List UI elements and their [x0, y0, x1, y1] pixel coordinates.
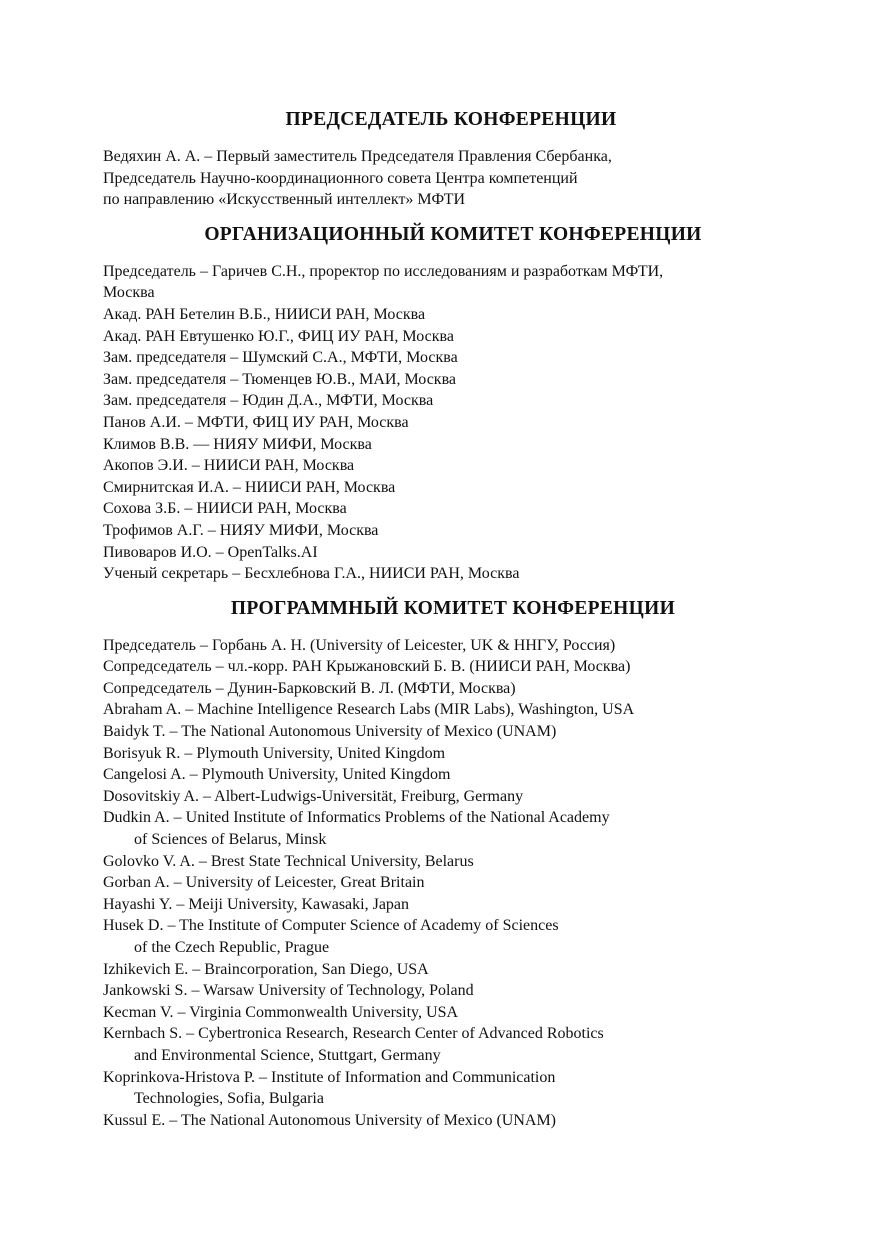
text-line: Зам. председателя – Юдин Д.А., МФТИ, Москва [103, 392, 434, 410]
section-heading: ПРОГРАММНЫЙ КОМИТЕТ КОНФЕРЕНЦИИ [230, 597, 676, 619]
text-line: Jankowski S. – Warsaw University of Technology, Poland [103, 982, 474, 1000]
program-committee-section [103, 595, 803, 1132]
text-line: Москва [103, 284, 155, 302]
text-line: Председатель – Горбань А. Н. (University of Leicester, UK & ННГУ, Россия) [103, 636, 616, 654]
document-page [103, 106, 803, 1131]
section-heading: ОРГАНИЗАЦИОННЫЙ КОМИТЕТ КОНФЕРЕНЦИИ [204, 223, 702, 245]
text-line: Husek D. – The Institute of Computer Science of Academy of Sciences [103, 917, 559, 935]
text-line: Сопредседатель – чл.-корр. РАН Крыжановский Б. В. (НИИСИ РАН, Москва) [103, 658, 631, 676]
text-line: Ученый секретарь – Бесхлебнова Г.А., НИИСИ РАН, Москва [103, 565, 520, 583]
text-line: Borisyuk R. – Plymouth University, United Kingdom [103, 744, 446, 762]
text-line: Трофимов А.Г. – НИЯУ МИФИ, Москва [103, 521, 379, 539]
text-line: Cangelosi A. – Plymouth University, United Kingdom [103, 766, 451, 784]
text-line: Председатель – Гаричев С.Н., проректор по исследованиям и разработкам МФТИ, [103, 262, 664, 280]
text-line: Gorban A. – University of Leicester, Great Britain [103, 874, 425, 892]
text-line: Смирнитская И.А. – НИИСИ РАН, Москва [103, 478, 396, 496]
text-line: Kecman V. – Virginia Commonwealth University, USA [103, 1003, 459, 1021]
text-line: Панов А.И. – МФТИ, ФИЦ ИУ РАН, Москва [103, 413, 409, 431]
text-line: Dudkin A. – United Institute of Informatics Problems of the National Academy [103, 809, 610, 827]
text-line: Hayashi Y. – Meiji University, Kawasaki, Japan [103, 895, 410, 913]
text-line: Abraham A. – Machine Intelligence Research Labs (MIR Labs), Washington, USA [103, 701, 635, 719]
text-line: Ведяхин А. А. – Первый заместитель Председателя Правления Сбербанка, [103, 148, 612, 165]
text-line: Акад. РАН Евтушенко Ю.Г., ФИЦ ИУ РАН, Москва [103, 327, 454, 345]
text-line: Акопов Э.И. – НИИСИ РАН, Москва [103, 457, 355, 475]
text-line-continuation: Technologies, Sofia, Bulgaria [134, 1090, 324, 1108]
text-line: Пивоваров И.О. – OpenTalks.AI [103, 543, 318, 561]
text-line: Kussul E. – The National Autonomous University of Mexico (UNAM) [103, 1111, 556, 1129]
text-line: Климов В.В. — НИЯУ МИФИ, Москва [103, 435, 372, 453]
text-line: Зам. председателя – Тюменцев Ю.В., МАИ, Москва [103, 370, 457, 388]
text-line: Председатель Научно-координационного совета Центра компетенций [103, 169, 578, 187]
text-line: Koprinkova-Hristova P. – Institute of Information and Communication [103, 1068, 556, 1086]
text-line: Baidyk T. – The National Autonomous University of Mexico (UNAM) [103, 723, 557, 741]
text-line: Izhikevich E. – Braincorporation, San Diego, USA [103, 960, 429, 978]
text-line: Сохова З.Б. – НИИСИ РАН, Москва [103, 500, 347, 518]
text-line: Golovko V. A. – Brest State Technical University, Belarus [103, 852, 474, 870]
text-line: Акад. РАН Бетелин В.Б., НИИСИ РАН, Москва [103, 305, 426, 323]
organizing-committee-section [103, 221, 803, 585]
text-line: по направлению «Искусственный интеллект» МФТИ [103, 191, 466, 209]
text-line-continuation: and Environmental Science, Stuttgart, Germany [134, 1046, 441, 1064]
text-line-continuation: of the Czech Republic, Prague [134, 939, 330, 956]
text-line: Зам. председателя – Шумский С.А., МФТИ, Москва [103, 349, 458, 367]
text-line-continuation: of Sciences of Belarus, Minsk [134, 831, 327, 849]
text-line: Сопредседатель – Дунин-Барковский В. Л. (МФТИ, Москва) [103, 679, 516, 697]
text-line: Kernbach S. – Cybertronica Research, Research Center of Advanced Robotics [103, 1025, 604, 1043]
chairman-section [103, 106, 803, 211]
section-heading: ПРЕДСЕДАТЕЛЬ КОНФЕРЕНЦИИ [285, 109, 617, 130]
text-line: Dosovitskiy A. – Albert-Ludwigs-Universität, Freiburg, Germany [103, 787, 524, 805]
